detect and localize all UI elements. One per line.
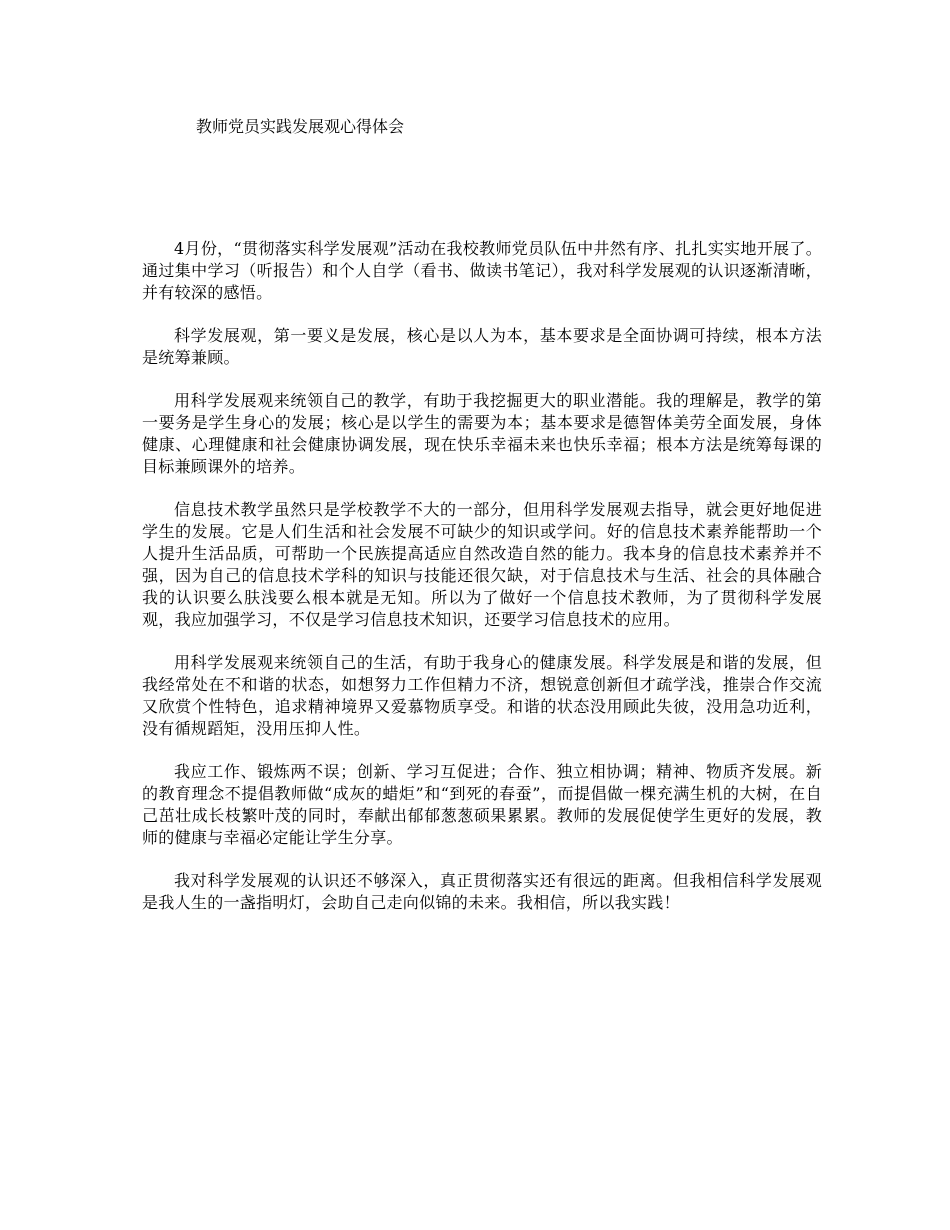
paragraph-3: 用科学发展观来统领自己的教学，有助于我挖掘更大的职业潜能。我的理解是，教学的第一要务是学生身心的发展；核心是以学生的需要为本；基本要求是德智体美劳全面发展，身体健康、心理健康和社会健康协调发展，现在快乐幸福未来也快乐幸福；根本方法是统筹每课的目标兼顾课外的培养。 <box>142 391 822 476</box>
paragraph-4: 信息技术教学虽然只是学校教学不大的一部分，但用科学发展观去指导，就会更好地促进学生的发展。它是人们生活和社会发展不可缺少的知识或学问。好的信息技术素养能帮助一个人提升生活品质，可帮助一个民族提高适应自然改造自然的能力。我本身的信息技术素养并不强，因为自己的信息技术学科的知识与技能还很欠缺，对于信息技术与生活、社会的具体融合我的认识要么肤浅要么根本就是无知。所以为了做好一个信息技术教师，为了贯彻科学发展观，我应加强学习，不仅是学习信息技术知识，还要学习信息技术的应用。 <box>142 500 822 629</box>
document-title: 教师党员实践发展观心得体会 <box>196 117 405 136</box>
paragraph-6: 我应工作、锻炼两不误；创新、学习互促进；合作、独立相协调；精神、物质齐发展。新的教育理念不提倡教师做“成灰的蜡炬”和“到死的春蚕”，而提倡做一棵充满生机的大树，在自己茁壮成长枝繁叶茂的同时，奉献出郁郁葱葱硕果累累。教师的发展促使学生更好的发展，教师的健康与幸福必定能让学生分享。 <box>142 762 822 847</box>
paragraph-7: 我对科学发展观的认识还不够深入，真正贯彻落实还有很远的距离。但我相信科学发展观是我人生的一盏指明灯，会助自己走向似锦的未来。我相信，所以我实践！ <box>142 871 822 912</box>
paragraph-1: 4月份，“贯彻落实科学发展观”活动在我校教师党员队伍中井然有序、扎扎实实地开展了。通过集中学习（听报告）和个人自学（看书、做读书笔记），我对科学发展观的认识逐渐清晰，并有较深的感悟。 <box>142 239 822 302</box>
paragraph-5: 用科学发展观来统领自己的生活，有助于我身心的健康发展。科学发展是和谐的发展，但我经常处在不和谐的状态，如想努力工作但精力不济，想锐意创新但才疏学浅，推崇合作交流又欣赏个性特色，追求精神境界又爱慕物质享受。和谐的状态没用顾此失彼，没用急功近利，没有循规蹈矩，没用压抑人性。 <box>142 653 822 738</box>
document-body <box>142 238 822 935</box>
paragraph-2: 科学发展观，第一要义是发展，核心是以人为本，基本要求是全面协调可持续，根本方法是统筹兼顾。 <box>142 326 822 367</box>
